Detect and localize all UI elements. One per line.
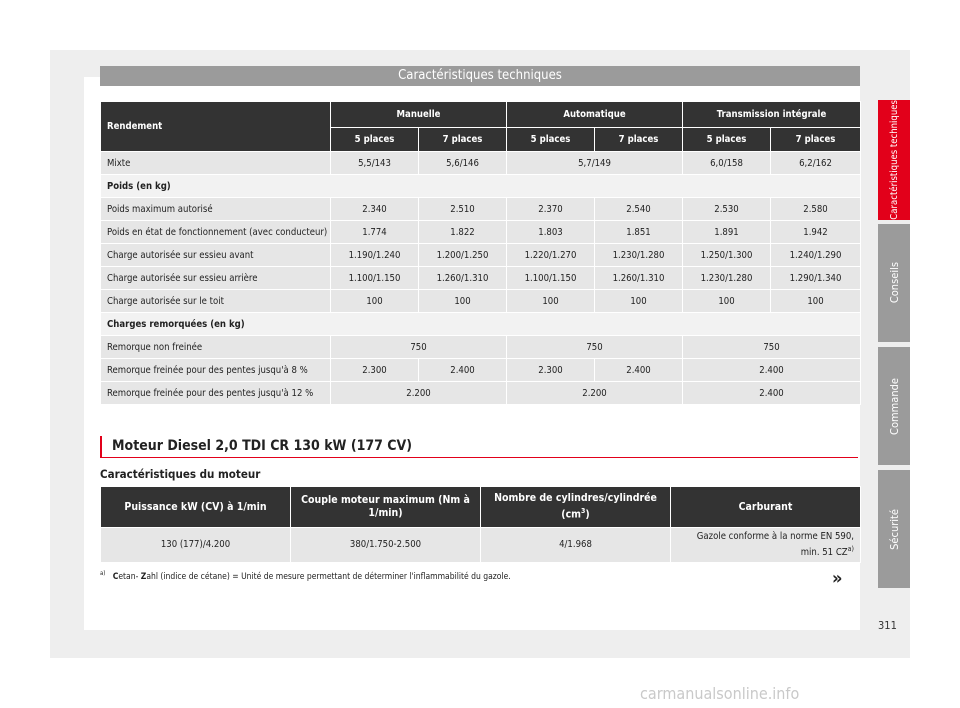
row-label: Poids en état de fonctionnement (avec conducteur) (101, 221, 331, 244)
side-tab-label: Caractéristiques techniques (888, 100, 900, 220)
cell: 1.100/1.150 (331, 267, 419, 290)
performance-weight-table (100, 101, 861, 405)
table-row (101, 528, 861, 563)
cell: 1.942 (771, 221, 861, 244)
cell: 100 (683, 290, 771, 313)
row-label: Charge autorisée sur essieu avant (101, 244, 331, 267)
cell: 1.250/1.300 (683, 244, 771, 267)
header-text-close: ) (585, 508, 590, 521)
side-tab-label: Sécurité (887, 508, 901, 550)
table-row (101, 244, 861, 267)
table-row (101, 382, 861, 405)
cell: 2.400 (419, 359, 507, 382)
table-row (101, 359, 861, 382)
cell: 1.803 (507, 221, 595, 244)
row-label: Remorque non freinée (101, 336, 331, 359)
places-header: 5 places (331, 128, 419, 152)
cell: 1.240/1.290 (771, 244, 861, 267)
side-tab-securite[interactable] (878, 470, 910, 588)
cell: 1.230/1.280 (595, 244, 683, 267)
table-row (101, 198, 861, 221)
header-text: Nombre de cylindres/cylindrée (cm (494, 492, 657, 521)
cell: 2.540 (595, 198, 683, 221)
footnote-c: C (112, 571, 119, 582)
cell: 5,7/149 (507, 152, 683, 175)
cell: 1.774 (331, 221, 419, 244)
cell: 100 (595, 290, 683, 313)
row-label: Charge autorisée sur essieu arrière (101, 267, 331, 290)
group-header-manuelle: Manuelle (331, 102, 507, 128)
footnote (100, 570, 511, 582)
side-tab-conseils[interactable] (878, 224, 910, 342)
cell: 750 (507, 336, 683, 359)
cell: 2.400 (683, 359, 861, 382)
page-number: 311 (878, 619, 897, 632)
engine-header-couple: Couple moteur maximum (Nm à 1/min) (291, 487, 481, 528)
cell: 1.260/1.310 (595, 267, 683, 290)
continue-arrow-icon: » (832, 568, 843, 589)
cell: 5,5/143 (331, 152, 419, 175)
table-caption: Caractéristiques du moteur (100, 467, 261, 481)
row-label: Charge autorisée sur le toit (101, 290, 331, 313)
row-label: Remorque freinée pour des pentes jusqu'à 8 % (101, 359, 331, 382)
cell: 380/1.750-2.500 (291, 528, 481, 563)
page-header-title: Caractéristiques techniques (100, 66, 860, 86)
table-row (101, 221, 861, 244)
group-header-integrale: Transmission intégrale (683, 102, 861, 128)
side-tab-commande[interactable] (878, 347, 910, 465)
side-tab-caracteristiques[interactable] (878, 100, 910, 220)
cell: 1.851 (595, 221, 683, 244)
side-tab-label: Conseils (887, 262, 901, 304)
section-row (101, 175, 861, 198)
footnote-marker: a) (100, 570, 106, 577)
row-label: Mixte (101, 152, 331, 175)
fuel-text: Gazole conforme à la norme EN 590, min. 51 CZ (696, 530, 854, 559)
cell: 1.220/1.270 (507, 244, 595, 267)
table-row (101, 267, 861, 290)
footnote-z-rest: ahl (indice de cétane) = Unité de mesure permettant de déterminer l'inflammabilité du gazole. (146, 571, 511, 582)
table-row (101, 290, 861, 313)
cell: 2.400 (595, 359, 683, 382)
side-tab-label: Commande (887, 377, 901, 435)
section-label-poids: Poids (en kg) (101, 175, 861, 198)
cell: 1.190/1.240 (331, 244, 419, 267)
cell: 2.300 (507, 359, 595, 382)
footnote-ref: a) (847, 544, 854, 553)
places-header: 7 places (595, 128, 683, 152)
rendement-header: Rendement (101, 102, 331, 152)
watermark: carmanualsonline.info (640, 684, 800, 703)
cell: 6,2/162 (771, 152, 861, 175)
table-row (101, 336, 861, 359)
cell: 750 (683, 336, 861, 359)
cell: 5,6/146 (419, 152, 507, 175)
cell: 2.200 (507, 382, 683, 405)
places-header: 7 places (419, 128, 507, 152)
cell: 1.230/1.280 (683, 267, 771, 290)
section-label-charges: Charges remorquées (en kg) (101, 313, 861, 336)
cell: 1.822 (419, 221, 507, 244)
row-label: Remorque freinée pour des pentes jusqu'à 12 % (101, 382, 331, 405)
engine-header-cylindres (481, 487, 671, 528)
cell: 100 (507, 290, 595, 313)
cell: 2.510 (419, 198, 507, 221)
places-header: 5 places (507, 128, 595, 152)
cell: 1.100/1.150 (507, 267, 595, 290)
footnote-z: Z (140, 571, 147, 582)
cell: 2.580 (771, 198, 861, 221)
footnote-c-rest: etan- (118, 571, 141, 582)
cell: 2.530 (683, 198, 771, 221)
section-row (101, 313, 861, 336)
group-header-automatique: Automatique (507, 102, 683, 128)
cell: 4/1.968 (481, 528, 671, 563)
cell: 1.260/1.310 (419, 267, 507, 290)
cell: 100 (771, 290, 861, 313)
cell: 1.200/1.250 (419, 244, 507, 267)
row-label: Poids maximum autorisé (101, 198, 331, 221)
engine-header-puissance: Puissance kW (CV) à 1/min (101, 487, 291, 528)
cell: 2.200 (331, 382, 507, 405)
section-title: Moteur Diesel 2,0 TDI CR 130 kW (177 CV) (100, 436, 858, 458)
cell: 2.300 (331, 359, 419, 382)
cell: 2.340 (331, 198, 419, 221)
cell: 100 (419, 290, 507, 313)
cell: 2.400 (683, 382, 861, 405)
places-header: 7 places (771, 128, 861, 152)
places-header: 5 places (683, 128, 771, 152)
cell: 1.290/1.340 (771, 267, 861, 290)
table-row (101, 152, 861, 175)
superscript: 3 (581, 507, 586, 516)
cell: 6,0/158 (683, 152, 771, 175)
cell: 100 (331, 290, 419, 313)
cell: 1.891 (683, 221, 771, 244)
cell: 750 (331, 336, 507, 359)
cell: 130 (177)/4.200 (101, 528, 291, 563)
engine-header-carburant: Carburant (671, 487, 861, 528)
engine-table (100, 486, 861, 563)
cell (671, 528, 861, 563)
cell: 2.370 (507, 198, 595, 221)
